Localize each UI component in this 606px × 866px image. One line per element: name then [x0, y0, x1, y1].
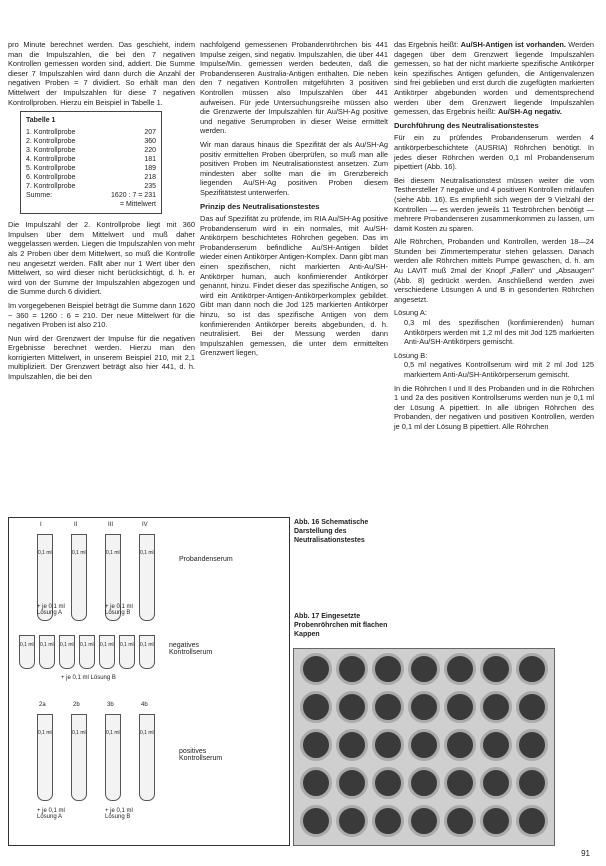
- tube-cap: [480, 729, 512, 761]
- tube-cap: [444, 691, 476, 723]
- text-column-2: [200, 40, 388, 362]
- tube-cap: [408, 691, 440, 723]
- tube-numeral: III: [108, 522, 114, 528]
- tube-volume: 0,1 ml: [40, 642, 54, 648]
- tube-volume: 0,1 ml: [72, 550, 86, 556]
- tube-numeral: 2b: [73, 702, 80, 708]
- tube-cap: [336, 691, 368, 723]
- row-label: 6. Kontrollprobe: [26, 174, 76, 182]
- tube: [139, 635, 155, 669]
- row-value: 218: [144, 174, 156, 182]
- paragraph: Nun wird der Grenzwert der Impulse für die negativen Ergebnisse berechnet werden. Hierzu man den korrigierten Mittelwert, in unserem Beispiel 210, mit 2,1 multipliziert. Der Grenzwert beträgt also hier 441, d. h. Impulszahlen, die bei den: [8, 333, 195, 382]
- tube-numeral: 3b: [107, 702, 114, 708]
- paragraph: Das auf Spezifität zu prüfende, im RIA Au/SH-Ag positive Probandenserum wird in ein normales, mit Au/SH-Antikörpern beschichtetes Röhrchen gegeben. Das im Probandenserum befindliche Au/SH-Antigen bildet wieder einen Antikörper Antigen-Komplex. Dann gibt man einen spezifischen, nicht markierten Anti-Au/SH-Antikörper human, auch konfimierender Antikörper genannt, hinzu. Findet dieser das spezifische Antigen, so wird ein Antikörper-Antigen-Antikörperkomplex gebildet. Gibt man dann noch die Jod 125 markierten Antikörper hinzu, so ist das spezifische Antigen von dem konfimierenden Antikörper bereits abgebunden, d. h. neutralisiert. Bei der Messung werden dann Impulszahlen gemessen, die unter dem ermittelten Grenzwert liegen,: [200, 214, 388, 358]
- tube-numeral: 2a: [39, 702, 46, 708]
- tube-cap: [480, 653, 512, 685]
- tube-volume: 0,1 ml: [100, 642, 114, 648]
- sum-label: Summe:: [26, 192, 53, 200]
- table-1: [20, 111, 162, 214]
- solution-label: + je 0,1 ml Lösung A: [37, 604, 65, 616]
- solution-label: + je 0,1 ml Lösung B: [105, 808, 133, 820]
- row-value: 360: [144, 138, 156, 146]
- tube-cap: [480, 691, 512, 723]
- tube: [39, 635, 55, 669]
- tube-cap: [516, 653, 548, 685]
- solution-b-text: 0,5 ml negatives Kontrollserum wird mit 2 ml Jod 125 markiertem Anti-Au/SH-Antikörperserum gemischt.: [404, 360, 594, 379]
- tube-volume: 0,1 ml: [120, 642, 134, 648]
- solution-b-label: Lösung B:: [394, 350, 428, 360]
- table-row: [26, 164, 156, 173]
- tube-volume: 0,1 ml: [106, 730, 120, 736]
- tube-cap: [372, 653, 404, 685]
- tube: [37, 714, 53, 801]
- tube-cap: [408, 767, 440, 799]
- tube-volume: 0,1 ml: [72, 730, 86, 736]
- tube-numeral: I: [40, 522, 42, 528]
- caption-abb16: Abb. 16 Schematische Darstellung des Neutralisationstestes: [294, 519, 369, 544]
- paragraph: Wir man daraus hinaus die Spezifität der als Au/SH-Ag positiv ermittelten Proben überprüfen, so muß man alle positiven Proben im Neutralisationstest ansetzen. Zum mindesten aber sollte man die im Grenzbereich liegenden Au/SH-Ag positiven Proben diesem Spezifitätstest unterwerfen.: [200, 139, 388, 197]
- row-label: 2. Kontrollprobe: [26, 138, 76, 146]
- tube-volume: 0,1 ml: [140, 550, 154, 556]
- tube-cap: [444, 653, 476, 685]
- row-value: 207: [144, 129, 156, 137]
- solution-a-label: Lösung A:: [394, 308, 427, 318]
- tube-volume: 0,1 ml: [38, 550, 52, 556]
- table-sum-row: [26, 191, 156, 200]
- row-value: 181: [144, 156, 156, 164]
- tube: [19, 635, 35, 669]
- paragraph: Im vorgegebenen Beispiel beträgt die Summe dann 1620 − 360 = 1260 : 6 = 210. Der neue Mittelwert für die negativen Proben ist also 210.: [8, 300, 195, 330]
- tube-cap: [444, 767, 476, 799]
- tube-cap: [372, 767, 404, 799]
- tube-cap: [300, 691, 332, 723]
- tube-numeral: 4b: [141, 702, 148, 708]
- tube-rack-photo: [293, 648, 555, 846]
- text-column-3: [394, 40, 594, 436]
- tube-volume: 0,1 ml: [60, 642, 74, 648]
- paragraph: das Ergebnis heißt: Au/SH-Antigen ist vorhanden. Werden dagegen über dem Grenzwert liegende Impulszahlen gemessen, so hat der nicht markierte spezifische Antikörper kein spezifisches Antigen gefunden, die Antigenvalenzen sind frei geblieben und erst durch die zugefügten markierten Antikörper abgebunden worden und dementsprechend werden über dem Grenzwert liegende Impulszahlen gemessen, das Ergebnis heißt: Au/SH-Ag negativ.: [394, 40, 594, 117]
- solution-label: + je 0,1 ml Lösung A: [37, 808, 65, 820]
- tube: [99, 635, 115, 669]
- tube-cap: [480, 767, 512, 799]
- tube-volume: 0,1 ml: [80, 642, 94, 648]
- page-number: 91: [581, 849, 590, 858]
- paragraph: pro Minute berechnet werden. Das geschieht, indem man die Impulszahlen, die bei den 7 negativen Kontrollen gemessen worden sind, addiert. Die Summe dieser 7 Impulszahlen wird dann durch die Anzahl der negativen Proben = 7 dividiert. So erhält man den Mittelwert der Impulszahlen für diese 7 negativen Kontrollproben. Hierzu ein Beispiel in Tabelle 1.: [8, 40, 195, 107]
- solution-label: + je 0,1 ml Lösung B: [105, 604, 133, 616]
- sum-value: 1620 : 7 = 231: [111, 192, 156, 200]
- tube: [139, 714, 155, 801]
- tube-cap: [336, 653, 368, 685]
- tube-cap: [372, 805, 404, 837]
- tube-cap: [516, 767, 548, 799]
- tube-cap: [408, 805, 440, 837]
- table-title: Tabelle 1: [26, 117, 56, 125]
- row-label: 1. Kontrollprobe: [26, 129, 76, 137]
- tube-numeral: IV: [142, 522, 148, 528]
- table-row: [26, 182, 156, 191]
- tube-cap: [336, 767, 368, 799]
- tube-cap: [408, 653, 440, 685]
- table-row: [26, 173, 156, 182]
- tube-cap: [300, 729, 332, 761]
- row-value: 189: [144, 165, 156, 173]
- section-heading: Prinzip des Neutralisationstestes: [200, 201, 320, 211]
- caption-abb17: Abb. 17 Eingesetzte Probenröhrchen mit flachen Kappen: [294, 613, 388, 638]
- tube-cap: [372, 691, 404, 723]
- row-label: negatives Kontrollserum: [169, 642, 213, 656]
- tube-cap: [300, 653, 332, 685]
- tube-cap: [516, 805, 548, 837]
- table-row: [26, 155, 156, 164]
- solution-a-text: 0,3 ml des spezifischen (konfimierenden) human Antikörpers werden mit 1,2 ml des mit Jod 125 markierten Anti-Au/SH-Antikörpers gemischt.: [404, 318, 594, 347]
- paragraph: Bei diesem Neutralisationstest müssen weiter die vom Testhersteller 7 negative und 4 positiven Kontrollen mitlaufen (siehe Abb. 16). Es empfiehlt sich wegen der 9 Vielzahl der Kontrollen — es werden jeweils 11 Teströhrchen benötigt — mehrere Probandenseren zusammenkommen zu lassen, um damit Kosten zu sparen.: [394, 175, 594, 233]
- row-value: 220: [144, 147, 156, 155]
- paragraph: Die Impulszahl der 2. Kontrollprobe liegt mit 360 Impulsen über dem Mittelwert und muß daher weggelassen werden. Liegen die Impulszahlen von mehr als 2 Proben über dem Mittelwert, so muß die Kontrolle neu angesetzt werden. Fällt aber nur 1 Wert über den Mittelwert, so wird dieser nicht berücksichtigt, d. h. er wird von der Summe der Impulszahlen abgezogen und die Summe durch 6 dividiert.: [8, 220, 195, 297]
- paragraph: Für ein zu prüfendes Probandenserum werden 4 antikörperbeschichtete (AUSRIA) Röhrchen benötigt. In jedes dieser Röhrchen werden 0,1 ml Probandenserum pipettiert (Abb. 16).: [394, 133, 594, 172]
- tube-cap: [516, 691, 548, 723]
- tube: [119, 635, 135, 669]
- tube: [71, 714, 87, 801]
- row-label: positives Kontrollserum: [179, 748, 223, 762]
- row-value: 235: [144, 183, 156, 191]
- neutralization-schematic: [8, 517, 290, 846]
- row-label: 7. Kontrollprobe: [26, 183, 76, 191]
- tube-volume: 0,1 ml: [20, 642, 34, 648]
- tube-volume: 0,1 ml: [140, 642, 154, 648]
- tube-volume: 0,1 ml: [140, 730, 154, 736]
- row-label: Probandenserum: [179, 556, 233, 563]
- tube-cap: [300, 767, 332, 799]
- tube-cap: [516, 729, 548, 761]
- tube-cap: [444, 805, 476, 837]
- tube-cap: [336, 729, 368, 761]
- tube-cap: [372, 729, 404, 761]
- tube: [105, 714, 121, 801]
- tube-cap: [336, 805, 368, 837]
- tube-numeral: II: [74, 522, 78, 528]
- paragraph: nachfolgend gemessenen Probandenröhrchen bis 441 Impulse zeigen, sind negativ. Impulszahlen, die über 441 Impulse/Min. gemessen werden bedeuten, daß die Probandenseren Australia-Antigen enthalten. Die neben den 7 negativen Kontrollen mitgeführten 3 positiven Kontrollen müssen also Impulszahlen über 441 aufweisen. Für jede Untersuchungsreihe müssen also die Grenzwerte der Impulszahlen für Au/SH-Ag positive und negative Serumproben in dieser Weise ermittelt werden.: [200, 40, 388, 136]
- tube-cap: [444, 729, 476, 761]
- row-label: 4. Kontrollprobe: [26, 156, 76, 164]
- row-label: 5. Kontrollprobe: [26, 165, 76, 173]
- tube-cap: [300, 805, 332, 837]
- mean-label: = Mittelwert: [120, 201, 156, 209]
- solution-label: + je 0,1 ml Lösung B: [61, 675, 116, 681]
- tube-volume: 0,1 ml: [106, 550, 120, 556]
- section-heading: Durchführung des Neutralisationstestes: [394, 120, 539, 130]
- tube-cap: [408, 729, 440, 761]
- tube: [79, 635, 95, 669]
- text-column-1: [8, 40, 195, 386]
- table-row: [26, 137, 156, 146]
- table-row: [26, 128, 156, 137]
- table-row: [26, 146, 156, 155]
- paragraph: In die Röhrchen I und II des Probanden und in die Röhrchen 1 und 2a des positiven Kontrollserums werden nun je 0,1 ml der Lösung A pipettiert. In alle übrigen Röhrchen des Probanden, der negativen und positiven Kontrollen, werden je 0,1 ml der Lösung B pipettiert. Alle Röhrchen: [394, 383, 594, 431]
- row-label: 3. Kontrollprobe: [26, 147, 76, 155]
- tube: [59, 635, 75, 669]
- tube-volume: 0,1 ml: [38, 730, 52, 736]
- paragraph: Alle Röhrchen, Probanden und Kontrollen, werden 18—24 Stunden bei Zimmertemperatur stehen gelassen. Danach werden alle Röhrchen mittels Pumpe gewaschen, d. h. am Au LAVIT muß 2mal der Knopf „Fallen" und „Absaugen" (Abb. 8) gedrückt werden. Anschließend werden zwei verschiedene Lösungen A und B in gesonderten Röhrchen angesetzt.: [394, 237, 594, 304]
- tube-cap: [480, 805, 512, 837]
